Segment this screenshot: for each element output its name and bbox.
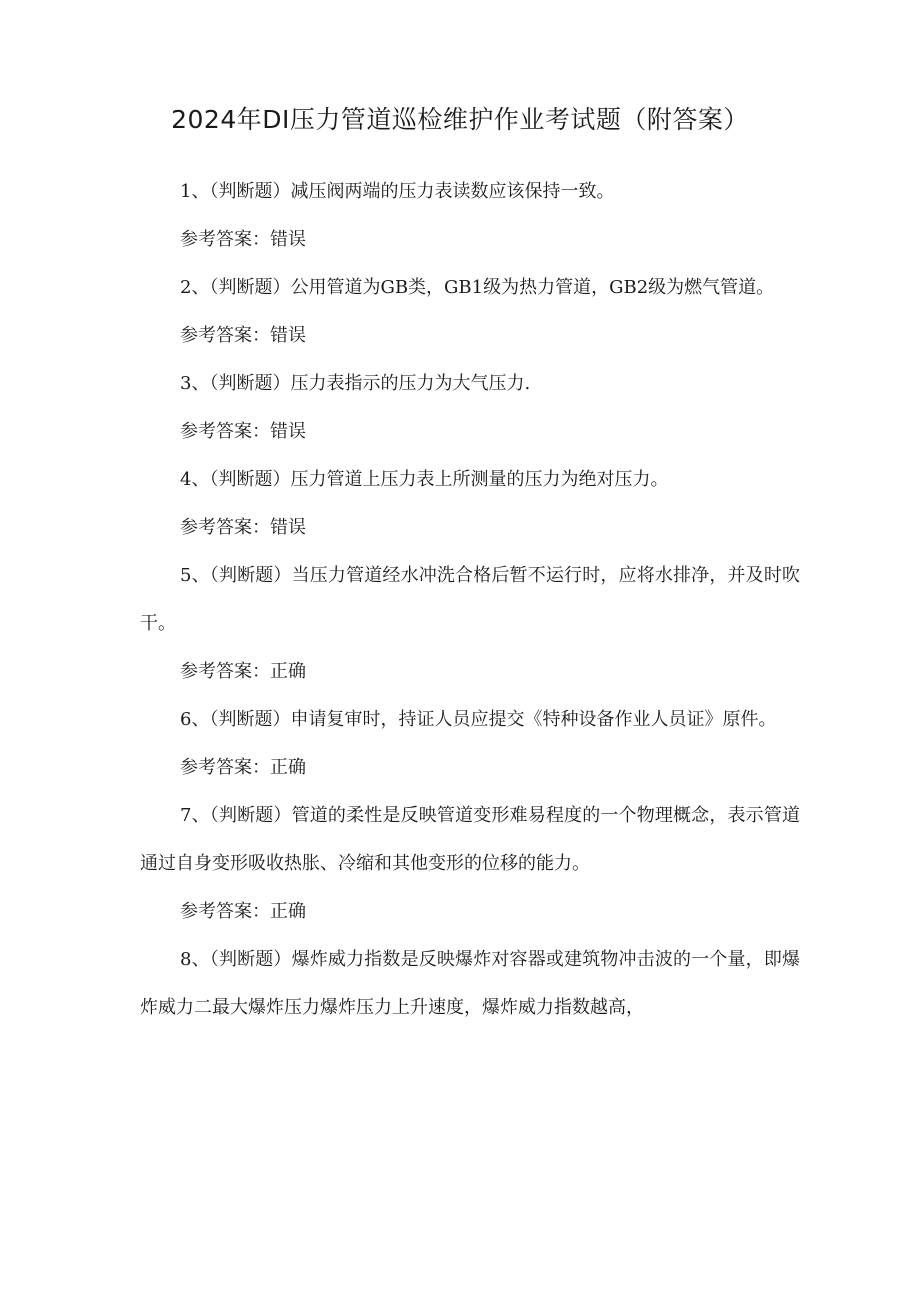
question-text: 8、（判断题）爆炸威力指数是反映爆炸对容器或建筑物冲击波的一个量，即爆炸威力二最大爆炸压力爆炸压力上升速度，爆炸威力指数越高，: [140, 949, 800, 1018]
question-list: [140, 168, 800, 1032]
question-answer: 参考答案：错误: [180, 421, 306, 442]
question-answer: 参考答案：正确: [180, 757, 306, 778]
question-text: 2、（判断题）公用管道为GB类，GB1级为热力管道，GB2级为燃气管道。: [180, 277, 775, 298]
question-answer: 参考答案：错误: [180, 517, 306, 538]
question-answer: 参考答案：错误: [180, 229, 306, 250]
question-text: 3、（判断题）压力表指示的压力为大气压力.: [180, 373, 531, 394]
question-answer: 参考答案：正确: [180, 661, 306, 682]
question-text: 5、（判断题）当压力管道经水冲洗合格后暂不运行时，应将水排净，并及时吹干。: [140, 565, 800, 634]
question-text: 1、（判断题）减压阀两端的压力表读数应该保持一致。: [180, 181, 615, 202]
question-text: 4、（判断题）压力管道上压力表上所测量的压力为绝对压力。: [180, 469, 669, 490]
question-answer: 参考答案：正确: [180, 901, 306, 922]
document-title: 2024年DI压力管道巡检维护作业考试题（附答案）: [171, 105, 749, 134]
question-text: 6、（判断题）申请复审时，持证人员应提交《特种设备作业人员证》原件。: [180, 709, 777, 730]
question-text: 7、（判断题）管道的柔性是反映管道变形难易程度的一个物理概念，表示管道通过自身变形吸收热胀、冷缩和其他变形的位移的能力。: [140, 805, 800, 874]
question-answer: 参考答案：错误: [180, 325, 306, 346]
